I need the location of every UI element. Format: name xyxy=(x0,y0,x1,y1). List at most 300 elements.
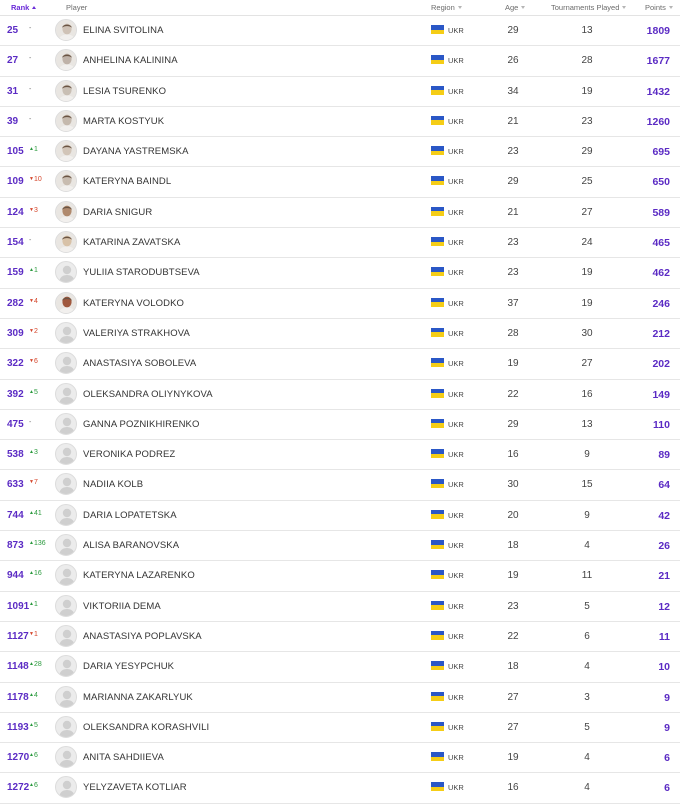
age-value: 19 xyxy=(507,358,519,370)
rank-value: 392 xyxy=(7,388,24,400)
player-silhouette-icon[interactable] xyxy=(55,776,77,798)
age-value: 29 xyxy=(507,25,519,36)
table-row[interactable] xyxy=(0,561,680,591)
rank-movement-value: 4 xyxy=(33,297,38,305)
player-photo[interactable] xyxy=(55,19,77,41)
player-last-name: YASTREMSKA xyxy=(123,146,189,158)
rank-movement-value: - xyxy=(29,85,32,93)
tournaments-played-value: 29 xyxy=(581,146,593,158)
rank-movement xyxy=(29,358,38,365)
points-column-header[interactable] xyxy=(645,3,673,12)
ukraine-flag-icon xyxy=(431,449,444,458)
sort-icon xyxy=(669,6,673,9)
ukraine-flag-icon xyxy=(431,601,444,610)
player-header-label: Player xyxy=(66,3,88,12)
rank-movement-value: - xyxy=(29,418,32,426)
player-first-name: DARIA xyxy=(83,509,113,521)
player-first-name: NADIIA xyxy=(83,479,115,491)
table-row[interactable] xyxy=(0,713,680,743)
points-value: 1809 xyxy=(646,25,670,37)
player-name-link[interactable] xyxy=(83,55,178,66)
rank-movement xyxy=(29,782,38,789)
tournaments-played-value: 16 xyxy=(581,388,593,400)
player-silhouette-icon[interactable] xyxy=(55,322,77,344)
table-row[interactable] xyxy=(0,501,680,531)
player-first-name: DARIA xyxy=(83,661,113,673)
rank-value: 873 xyxy=(7,540,24,552)
triangle-down-icon: ▼ xyxy=(29,479,34,486)
player-name-link[interactable] xyxy=(83,510,177,521)
country-code: UKR xyxy=(448,480,464,490)
age-value: 30 xyxy=(507,479,519,491)
sort-icon xyxy=(622,6,626,9)
player-silhouette-icon[interactable] xyxy=(55,595,77,617)
table-row[interactable] xyxy=(0,228,680,258)
table-row[interactable] xyxy=(0,167,680,197)
rank-value: 282 xyxy=(7,297,24,309)
player-first-name: ANASTASIYA xyxy=(83,630,142,642)
table-row[interactable] xyxy=(0,137,680,167)
player-photo[interactable] xyxy=(55,140,77,162)
player-column-header[interactable] xyxy=(66,3,87,12)
player-name-link[interactable] xyxy=(83,601,161,612)
player-name-link[interactable] xyxy=(83,389,213,400)
player-last-name: POPLAVSKA xyxy=(144,630,202,642)
points-value: 465 xyxy=(652,237,670,250)
player-name-link[interactable] xyxy=(83,176,171,187)
player-first-name: YELYZAVETA xyxy=(83,782,143,794)
age-value: 27 xyxy=(507,691,519,703)
triangle-up-icon: ▲ xyxy=(29,388,34,395)
table-row[interactable] xyxy=(0,531,680,561)
table-row[interactable] xyxy=(0,380,680,410)
age-value: 29 xyxy=(507,418,519,430)
tournaments-played-value: 3 xyxy=(584,691,590,703)
country-code: UKR xyxy=(448,571,464,581)
country-code: UKR xyxy=(448,419,464,429)
ukraine-flag-icon xyxy=(431,631,444,640)
points-value: 10 xyxy=(658,661,670,674)
tournaments-played-value: 19 xyxy=(581,297,593,309)
age-value: 18 xyxy=(507,661,519,673)
table-row[interactable] xyxy=(0,289,680,319)
rank-movement xyxy=(29,601,38,608)
triangle-up-icon: ▲ xyxy=(29,752,34,759)
country-code: UKR xyxy=(448,631,464,641)
country-code: UKR xyxy=(448,359,464,369)
player-first-name: VERONIKA xyxy=(83,449,133,461)
player-silhouette-icon[interactable] xyxy=(55,686,77,708)
player-last-name: KORASHVILI xyxy=(151,721,210,733)
age-value: 37 xyxy=(507,297,519,309)
player-last-name: KOTLIAR xyxy=(145,782,187,794)
player-silhouette-icon[interactable] xyxy=(55,504,77,526)
player-last-name: VOLODKO xyxy=(136,297,185,309)
age-header-label: Age xyxy=(505,3,519,12)
rank-movement xyxy=(29,55,31,62)
player-name-link[interactable] xyxy=(83,722,209,733)
player-last-name: STARODUBTSEVA xyxy=(115,267,200,279)
rank-movement-value: 6 xyxy=(33,358,38,366)
points-value: 89 xyxy=(658,449,670,462)
player-first-name: OLEKSANDRA xyxy=(83,388,149,400)
rank-value: 1272 xyxy=(7,782,30,794)
player-silhouette-icon[interactable] xyxy=(55,534,77,556)
table-row[interactable] xyxy=(0,652,680,682)
player-first-name: ANITA xyxy=(83,752,111,764)
table-row[interactable] xyxy=(0,470,680,500)
player-photo[interactable] xyxy=(55,110,77,132)
points-value: 462 xyxy=(652,267,670,280)
table-row[interactable] xyxy=(0,349,680,379)
tournaments-column-header[interactable] xyxy=(551,3,626,12)
player-photo[interactable] xyxy=(55,170,77,192)
rank-movement xyxy=(29,176,42,183)
age-value: 19 xyxy=(507,752,519,764)
player-name-link[interactable] xyxy=(83,540,179,551)
player-first-name: YULIIA xyxy=(83,267,114,279)
rank-movement-value: 6 xyxy=(33,752,38,760)
rank-movement-value: 3 xyxy=(33,206,38,214)
player-name-link[interactable] xyxy=(83,25,164,36)
points-value: 695 xyxy=(652,146,670,159)
player-silhouette-icon[interactable] xyxy=(55,746,77,768)
triangle-up-icon: ▲ xyxy=(29,721,34,728)
sort-asc-icon xyxy=(32,6,36,9)
tournaments-played-value: 24 xyxy=(581,237,593,249)
country-code: UKR xyxy=(448,268,464,278)
table-row[interactable] xyxy=(0,410,680,440)
player-name-link[interactable] xyxy=(83,358,196,369)
table-row[interactable] xyxy=(0,773,680,803)
rank-value: 538 xyxy=(7,449,24,461)
rank-value: 633 xyxy=(7,479,24,491)
rank-column-header[interactable] xyxy=(11,3,36,12)
rank-movement-value: 4 xyxy=(33,691,38,699)
player-name-link[interactable] xyxy=(83,661,174,672)
age-value: 23 xyxy=(507,600,519,612)
rank-value: 1193 xyxy=(7,721,29,733)
table-row[interactable] xyxy=(0,622,680,652)
age-column-header[interactable] xyxy=(505,3,525,12)
player-last-name: DEMA xyxy=(132,600,161,612)
triangle-down-icon: ▼ xyxy=(29,176,34,183)
ukraine-flag-icon xyxy=(431,25,444,34)
country-code: UKR xyxy=(448,662,464,672)
player-first-name: DARIA xyxy=(83,206,113,218)
player-name-link[interactable] xyxy=(83,146,189,157)
rank-value: 154 xyxy=(7,237,24,249)
ukraine-flag-icon xyxy=(431,176,444,185)
triangle-up-icon: ▲ xyxy=(29,661,34,668)
player-first-name: GANNA xyxy=(83,418,117,430)
player-name-link[interactable] xyxy=(83,449,175,460)
triangle-up-icon: ▲ xyxy=(29,691,34,698)
rank-value: 1148 xyxy=(7,661,29,673)
tournaments-played-value: 27 xyxy=(581,358,593,370)
player-name-link[interactable] xyxy=(83,298,184,309)
country-code: UKR xyxy=(448,86,464,96)
player-last-name: OLIYNYKOVA xyxy=(151,388,213,400)
ukraine-flag-icon xyxy=(431,358,444,367)
table-body xyxy=(0,16,680,804)
player-silhouette-icon[interactable] xyxy=(55,625,77,647)
triangle-up-icon: ▲ xyxy=(29,267,34,274)
rank-value: 27 xyxy=(7,55,19,67)
tournaments-played-value: 4 xyxy=(584,540,590,552)
country-code: UKR xyxy=(448,692,464,702)
player-last-name: YESYPCHUK xyxy=(114,661,175,673)
ukraine-flag-icon xyxy=(431,782,444,791)
player-first-name: KATERYNA xyxy=(83,176,134,188)
table-row[interactable] xyxy=(0,258,680,288)
rank-movement xyxy=(29,267,38,274)
triangle-down-icon: ▼ xyxy=(29,206,34,213)
rank-movement xyxy=(29,419,31,426)
country-code: UKR xyxy=(448,450,464,460)
player-name-link[interactable] xyxy=(83,479,143,490)
player-name-link[interactable] xyxy=(83,419,199,430)
ukraine-flag-icon xyxy=(431,328,444,337)
table-row[interactable] xyxy=(0,592,680,622)
table-row[interactable] xyxy=(0,683,680,713)
table-row[interactable] xyxy=(0,77,680,107)
tournaments-played-value: 4 xyxy=(584,752,590,764)
player-silhouette-icon[interactable] xyxy=(55,655,77,677)
ukraine-flag-icon xyxy=(431,540,444,549)
country-code: UKR xyxy=(448,238,464,248)
player-photo[interactable] xyxy=(55,49,77,71)
tournaments-played-value: 9 xyxy=(584,449,590,461)
triangle-up-icon: ▲ xyxy=(29,540,34,547)
player-name-link[interactable] xyxy=(83,782,187,793)
tournaments-played-value: 27 xyxy=(581,206,593,218)
country-code: UKR xyxy=(448,783,464,793)
rank-movement xyxy=(29,449,38,456)
player-name-link[interactable] xyxy=(83,86,166,97)
player-name-link[interactable] xyxy=(83,328,190,339)
player-name-link[interactable] xyxy=(83,631,202,642)
triangle-down-icon: ▼ xyxy=(29,297,34,304)
player-silhouette-icon[interactable] xyxy=(55,443,77,465)
rank-movement-value: 1 xyxy=(33,146,38,154)
tournaments-played-value: 11 xyxy=(581,570,593,582)
ukraine-flag-icon xyxy=(431,86,444,95)
rank-movement-value: 1 xyxy=(33,630,38,638)
sort-icon xyxy=(521,6,525,9)
rank-movement-value: - xyxy=(29,55,32,63)
tournaments-played-value: 13 xyxy=(581,25,593,36)
player-last-name: SOBOLEVA xyxy=(144,358,197,370)
ukraine-flag-icon xyxy=(431,116,444,125)
player-silhouette-icon[interactable] xyxy=(55,383,77,405)
rank-movement xyxy=(29,510,42,517)
country-code: UKR xyxy=(448,328,464,338)
country-code: UKR xyxy=(448,389,464,399)
player-first-name: LESIA xyxy=(83,85,110,97)
ukraine-flag-icon xyxy=(431,479,444,488)
ukraine-flag-icon xyxy=(431,692,444,701)
player-name-link[interactable] xyxy=(83,570,195,581)
player-first-name: KATARINA xyxy=(83,237,130,249)
rank-movement xyxy=(29,631,38,638)
rank-movement xyxy=(29,298,38,305)
points-value: 1260 xyxy=(646,115,670,128)
triangle-up-icon: ▲ xyxy=(29,509,34,516)
rank-movement-value: 136 xyxy=(33,540,46,548)
rank-movement xyxy=(29,752,38,759)
player-name-link[interactable] xyxy=(83,752,164,763)
player-first-name: VIKTORIIA xyxy=(83,600,131,612)
player-name-link[interactable] xyxy=(83,267,200,278)
ukraine-flag-icon xyxy=(431,419,444,428)
age-value: 34 xyxy=(507,85,519,97)
player-last-name: BAINDL xyxy=(136,176,172,188)
tournaments-played-value: 13 xyxy=(581,418,593,430)
rank-movement xyxy=(29,146,38,153)
table-row[interactable] xyxy=(0,16,680,46)
points-value: 11 xyxy=(658,630,670,643)
country-code: UKR xyxy=(448,26,464,35)
points-value: 149 xyxy=(652,388,670,401)
country-code: UKR xyxy=(448,753,464,763)
sort-icon xyxy=(458,6,462,9)
ukraine-flag-icon xyxy=(431,298,444,307)
rank-movement-value: 5 xyxy=(33,721,38,729)
player-name-link[interactable] xyxy=(83,207,152,218)
player-first-name: KATERYNA xyxy=(83,570,134,582)
ukraine-flag-icon xyxy=(431,207,444,216)
player-first-name: MARIANNA xyxy=(83,691,134,703)
player-last-name: KOSTYUK xyxy=(118,115,165,127)
player-last-name: ZAVATSKA xyxy=(132,237,181,249)
rank-movement xyxy=(29,25,31,32)
player-silhouette-icon[interactable] xyxy=(55,352,77,374)
player-last-name: STRAKHOVA xyxy=(131,327,190,339)
rank-movement-value: 41 xyxy=(33,509,42,517)
points-value: 6 xyxy=(664,752,670,765)
points-value: 1432 xyxy=(646,85,670,98)
player-last-name: SVITOLINA xyxy=(113,25,164,36)
table-row[interactable] xyxy=(0,319,680,349)
player-silhouette-icon[interactable] xyxy=(55,413,77,435)
rank-movement-value: 16 xyxy=(33,570,42,578)
triangle-down-icon: ▼ xyxy=(29,327,34,334)
age-value: 23 xyxy=(507,237,519,249)
rank-movement-value: 6 xyxy=(33,782,38,790)
table-row[interactable] xyxy=(0,198,680,228)
region-column-header[interactable] xyxy=(431,3,462,12)
table-row[interactable] xyxy=(0,107,680,137)
player-name-link[interactable] xyxy=(83,692,193,703)
rank-value: 31 xyxy=(7,85,19,97)
table-row[interactable] xyxy=(0,743,680,773)
triangle-up-icon: ▲ xyxy=(29,600,34,607)
age-value: 23 xyxy=(507,267,519,279)
player-first-name: OLEKSANDRA xyxy=(83,721,149,733)
rank-movement-value: - xyxy=(29,25,32,32)
age-value: 19 xyxy=(507,570,519,582)
tournaments-played-value: 15 xyxy=(581,479,593,491)
rank-movement-value: 5 xyxy=(33,388,38,396)
player-name-link[interactable] xyxy=(83,116,164,127)
rank-movement xyxy=(29,86,31,93)
player-photo[interactable] xyxy=(55,80,77,102)
player-silhouette-icon[interactable] xyxy=(55,473,77,495)
tournaments-header-label: Tournaments Played xyxy=(551,3,620,12)
country-code: UKR xyxy=(448,601,464,611)
tournaments-played-value: 19 xyxy=(581,85,593,97)
rank-movement xyxy=(29,692,38,699)
table-row[interactable] xyxy=(0,440,680,470)
points-value: 12 xyxy=(658,600,670,613)
triangle-up-icon: ▲ xyxy=(29,570,34,577)
rank-value: 39 xyxy=(7,115,19,127)
rank-header-label: Rank xyxy=(11,3,30,12)
rank-movement-value: 1 xyxy=(33,267,38,275)
player-silhouette-icon[interactable] xyxy=(55,716,77,738)
tournaments-played-value: 6 xyxy=(584,630,590,642)
points-value: 64 xyxy=(658,479,670,492)
points-value: 110 xyxy=(653,418,670,431)
rank-movement xyxy=(29,207,38,214)
player-last-name: KOLB xyxy=(117,479,144,491)
player-name-link[interactable] xyxy=(83,237,180,248)
player-silhouette-icon[interactable] xyxy=(55,261,77,283)
rank-value: 1178 xyxy=(7,691,29,703)
ukraine-flag-icon xyxy=(431,510,444,519)
triangle-up-icon: ▲ xyxy=(29,782,34,789)
country-code: UKR xyxy=(448,722,464,732)
player-last-name: SAHDIIEVA xyxy=(113,752,164,764)
rank-value: 25 xyxy=(7,25,19,36)
player-last-name: BARANOVSKA xyxy=(112,540,180,552)
player-silhouette-icon[interactable] xyxy=(55,564,77,586)
rank-movement-value: 28 xyxy=(33,661,42,669)
ukraine-flag-icon xyxy=(431,146,444,155)
player-last-name: SNIGUR xyxy=(114,206,153,218)
rank-value: 309 xyxy=(7,327,24,339)
player-photo[interactable] xyxy=(55,231,77,253)
tournaments-played-value: 23 xyxy=(581,115,593,127)
player-first-name: ELINA xyxy=(83,25,111,36)
ukraine-flag-icon xyxy=(431,661,444,670)
country-code: UKR xyxy=(448,116,464,126)
country-code: UKR xyxy=(448,207,464,217)
points-value: 212 xyxy=(652,327,670,340)
rank-value: 322 xyxy=(7,358,24,370)
rank-value: 744 xyxy=(7,509,24,521)
age-value: 22 xyxy=(507,388,519,400)
points-value: 246 xyxy=(652,297,670,310)
ukraine-flag-icon xyxy=(431,722,444,731)
rank-movement xyxy=(29,237,31,244)
rank-value: 944 xyxy=(7,570,24,582)
player-last-name: LOPATETSKA xyxy=(114,509,177,521)
rank-movement-value: 1 xyxy=(33,600,38,608)
player-photo[interactable] xyxy=(55,201,77,223)
player-last-name: LAZARENKO xyxy=(136,570,195,582)
rank-movement-value: 3 xyxy=(33,449,38,457)
triangle-down-icon: ▼ xyxy=(29,630,34,637)
age-value: 16 xyxy=(507,782,519,794)
player-photo[interactable] xyxy=(55,292,77,314)
player-last-name: PODREZ xyxy=(135,449,176,461)
player-last-name: ZAKARLYUK xyxy=(136,691,193,703)
ukraine-flag-icon xyxy=(431,570,444,579)
rank-movement xyxy=(29,116,31,123)
table-row[interactable] xyxy=(0,46,680,76)
